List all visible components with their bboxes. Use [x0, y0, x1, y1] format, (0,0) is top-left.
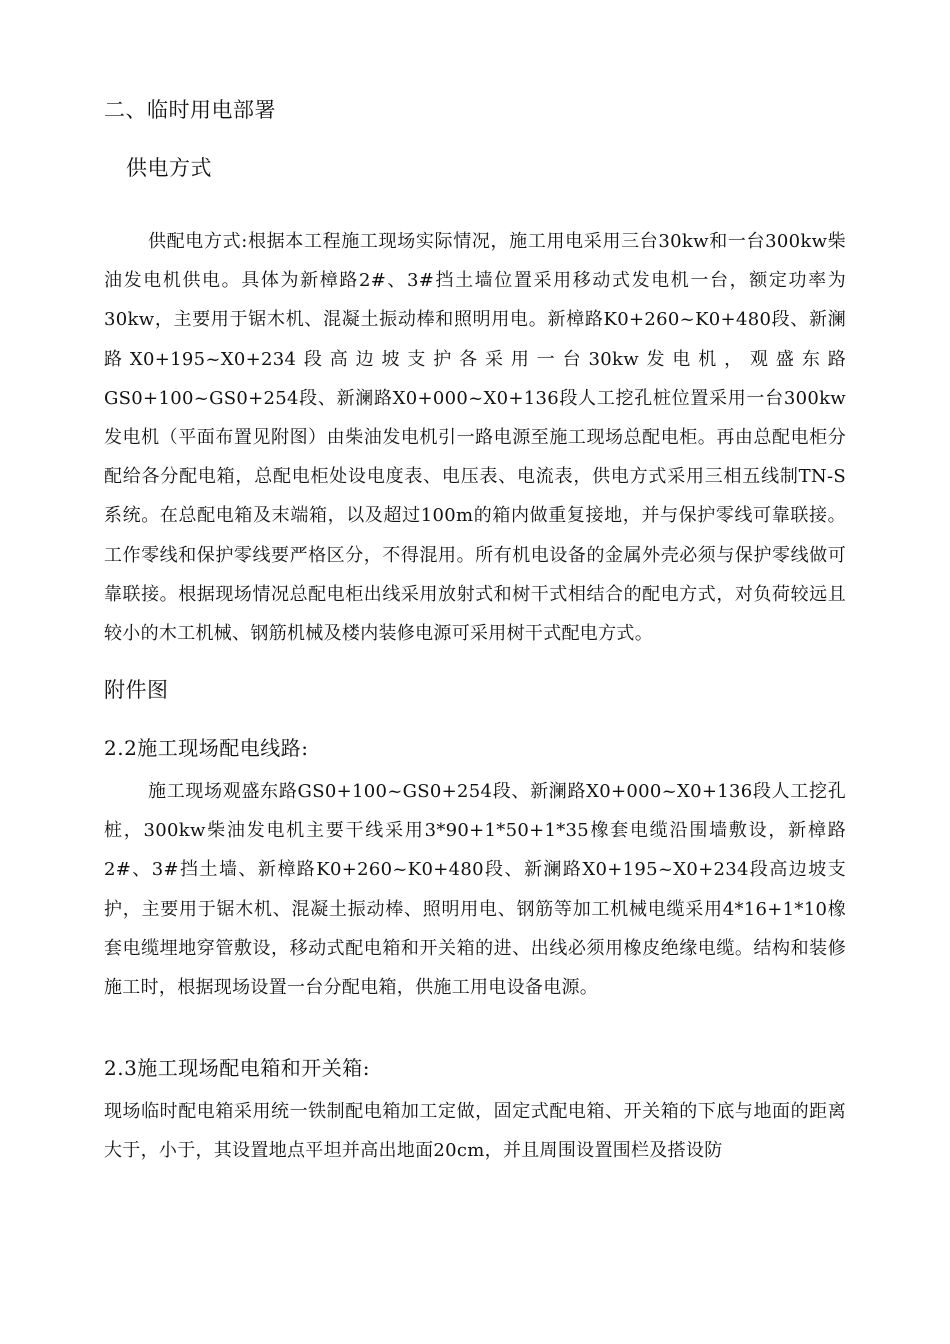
main-heading: 二、临时用电部署: [104, 98, 276, 122]
paragraph-power-supply: 供配电方式:根据本工程施工现场实际情况，施工用电采用三台30kw和一台300kw柴油发电机供电。具体为新樟路2#、3#挡土墙位置采用移动式发电机一台，额定功率为30kw，主要用于锯木机、混凝土振动棒和照明用电。新樟路K0+260~K0+480段、新澜路X0+195~X0+234段高边坡支护各采用一台30kw发电机，观盛东路GS0+100~GS0+254段、新澜路X0+000~X0+136段人工挖孔桩位置采用一台300kw发电机（平面布置见附图）由柴油发电机引一路电源至施工现场总配电柜。再由总配电柜分配给各分配电箱，总配电柜处设电度表、电压表、电流表，供电方式采用三相五线制TN-S系统。在总配电箱及末端箱，以及超过100m的箱内做重复接地，并与保护零线可靠联接。工作零线和保护零线要严格区分，不得混用。所有机电设备的金属外壳必须与保护零线做可靠联接。根据现场情况总配电柜出线采用放射式和树干式相结合的配电方式，对负荷较远且较小的木工机械、钢筋机械及楼内装修电源可采用树干式配电方式。: [104, 231, 846, 645]
paragraph-section-2-3: 现场临时配电箱采用统一铁制配电箱加工定做，固定式配电箱、开关箱的下底与地面的距离大于，小于，其设置地点平坦并高出地面20cm，并且周围设置围栏及搭设防: [104, 1101, 846, 1162]
sub-heading-power-supply: 供电方式: [126, 156, 212, 180]
section-title-2-2: 2.2施工现场配电线路:: [104, 736, 309, 760]
attachment-label: 附件图: [104, 678, 169, 702]
section-title-2-3: 2.3施工现场配电箱和开关箱:: [104, 1056, 371, 1080]
paragraph-section-2-2: 施工现场观盛东路GS0+100~GS0+254段、新澜路X0+000~X0+136段人工挖孔桩，300kw柴油发电机主要干线采用3*90+1*50+1*35橡套电缆沿围墙敷设，新樟路2#、3#挡土墙、新樟路K0+260~K0+480段、新澜路X0+195~X0+234段高边坡支护，主要用于锯木机、混凝土振动棒、照明用电、钢筋等加工机械电缆采用4*16+1*10橡套电缆埋地穿管敷设，移动式配电箱和开关箱的进、出线必须用橡皮绝缘电缆。结构和装修施工时，根据现场设置一台分配电箱，供施工用电设备电源。: [104, 781, 846, 999]
